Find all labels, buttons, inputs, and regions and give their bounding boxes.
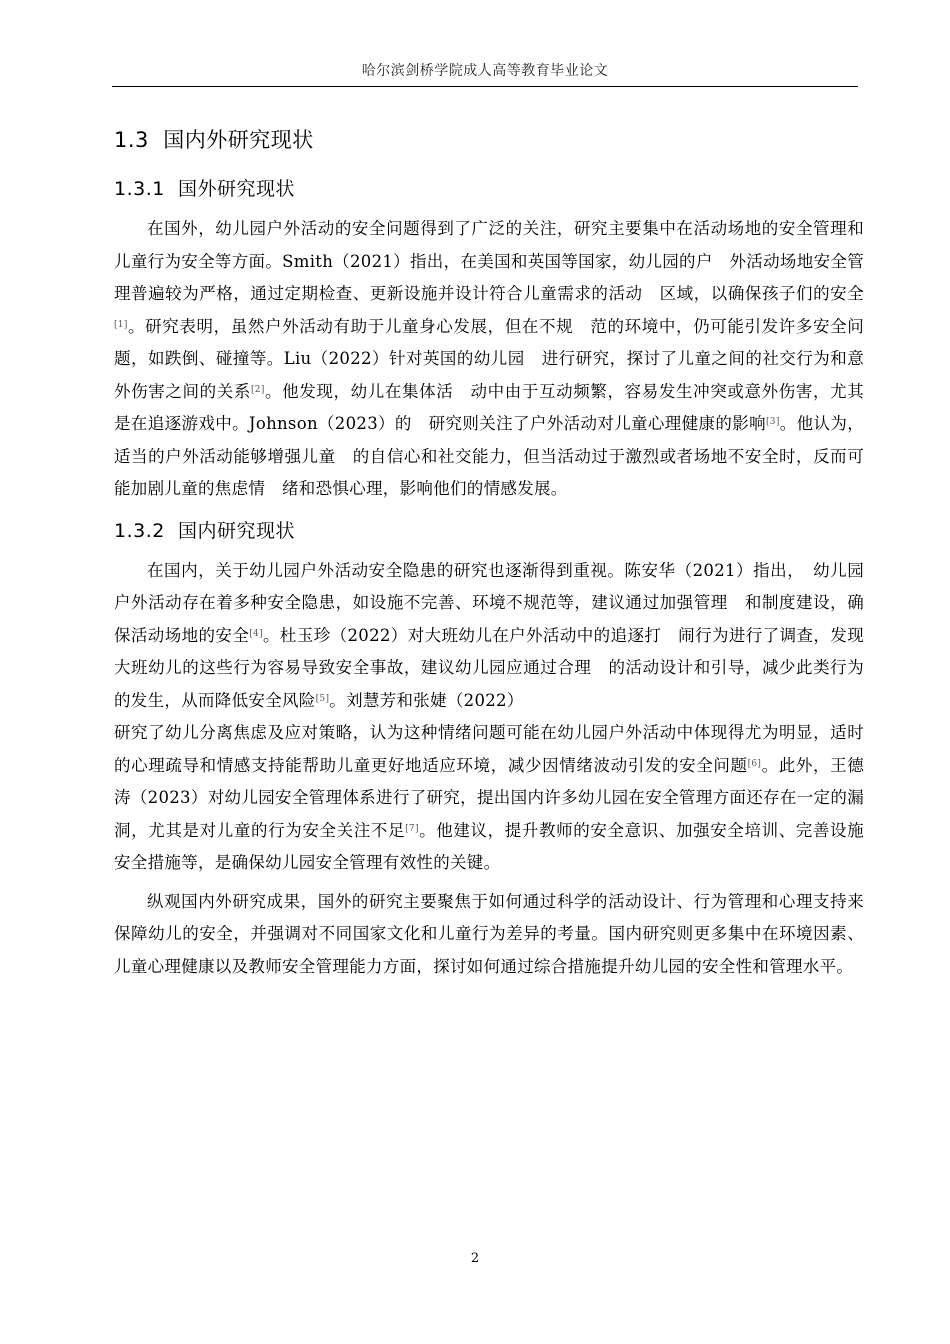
text-run: 。杜玉珍（2022）对大班幼儿在户外活动中的追逐打 闹行为进行了调查，发现大班幼儿的这些行为容易导致安全事故，建议幼儿园应通过合理 的活动设计和引导，减少此类行为的发生，从而降低安全风险	[114, 625, 864, 710]
page-header: 哈尔滨剑桥学院成人高等教育毕业论文	[361, 63, 609, 79]
citation-ref-6: [6]	[747, 758, 762, 769]
text-run: 在国外，幼儿园户外活动的安全问题得到了广泛的关注，研究主要集中在活动场地的安全管理和儿童行为安全等方面。Smith（2021）指出，在美国和英国等国家，幼儿园的户 外活动场地安全管理普遍较为严格，通过定期检查、更新设施并设计符合儿童需求的活动 区域，以确保孩子们的安全	[114, 219, 864, 303]
citation-ref-2: [2]	[251, 384, 265, 395]
text-run: 。他认为，适当的户外活动能够增强儿童 的自信心和社交能力，但当活动过于激烈或者场地不安全时，反而可能加剧儿童的焦虑情 绪和恐惧心理，影响他们的情感发展。	[114, 414, 864, 498]
section-title: 国内外研究现状	[163, 128, 314, 152]
paragraph-summary: 纵观国内外研究成果，国外的研究主要聚焦于如何通过科学的活动设计、行为管理和心理支持来保障幼儿的安全，并强调对不同国家文化和儿童行为差异的考量。国内研究则更多集中在环境因素、儿童心理健康以及教师安全管理能力方面，探讨如何通过综合措施提升幼儿园的安全性和管理水平。	[114, 891, 864, 976]
citation-ref-1: [1]	[114, 319, 128, 330]
subsection-number: 1.3.1	[114, 178, 165, 200]
text-run: 研究了幼儿分离焦虑及应对策略，认为这种情绪问题可能在幼儿园户外活动中体现得尤为明显，适时的心理疏导和情感支持能帮助儿童更好地适应环境，减少因情绪波动引发的安全问题	[114, 723, 864, 775]
text-run: 。研究表明，虽然户外活动有助于儿童身心发展，但在不规 范的环境中，仍可能引发许多安全问题，如跌倒、碰撞等。Liu（2022）针对英国的幼儿园 进行研究，探讨了儿童之间的社交行为和意外伤害之间的关系	[114, 316, 864, 401]
subsection-number: 1.3.2	[114, 519, 165, 542]
citation-ref-7: [7]	[405, 823, 419, 834]
paragraph-domestic-research-continued	[114, 717, 864, 880]
text-run: 在国内，关于幼儿园户外活动安全隐患的研究也逐渐得到重视。陈安华（2021）指出， 幼儿园户外活动存在着多种安全隐患，如设施不完善、环境不规范等，建议通过加强管理 和制度建设，确保活动场地的安全	[114, 560, 864, 645]
text-run: 。此外，王德涛（2023）对幼儿园安全管理体系进行了研究，提出国内许多幼儿园在安全管理方面还存在一定的漏洞，尤其是对儿童的行为安全关注不足	[114, 755, 864, 840]
section-number: 1.3	[114, 128, 149, 152]
citation-ref-3: [3]	[766, 417, 780, 427]
section-heading	[114, 124, 864, 154]
subsection-title: 国外研究现状	[177, 178, 295, 200]
document-body	[114, 118, 864, 983]
subsection-title: 国内研究现状	[177, 519, 295, 542]
citation-ref-4: [4]	[249, 628, 263, 639]
text-run: 。他发现，幼儿在集体活 动中由于互动频繁，容易发生冲突或意外伤害，尤其是在追逐游戏中。Johnson（2023）的 研究则关注了户外活动对儿童心理健康的影响	[114, 381, 865, 433]
paragraph-foreign-research	[114, 213, 864, 506]
subsection-heading-domestic	[114, 516, 864, 543]
paragraph-domestic-research	[114, 555, 864, 718]
header-divider	[112, 86, 858, 87]
text-run: 。他建议，提升教师的安全意识、加强安全培训、完善设施安全措施等，是确保幼儿园安全管理有效性的关键。	[114, 820, 864, 872]
page-number: 2	[470, 1251, 480, 1266]
citation-ref-5: [5]	[315, 693, 330, 704]
text-run: 。刘慧芳和张婕（2022）	[329, 690, 524, 710]
subsection-heading-foreign	[114, 174, 864, 201]
